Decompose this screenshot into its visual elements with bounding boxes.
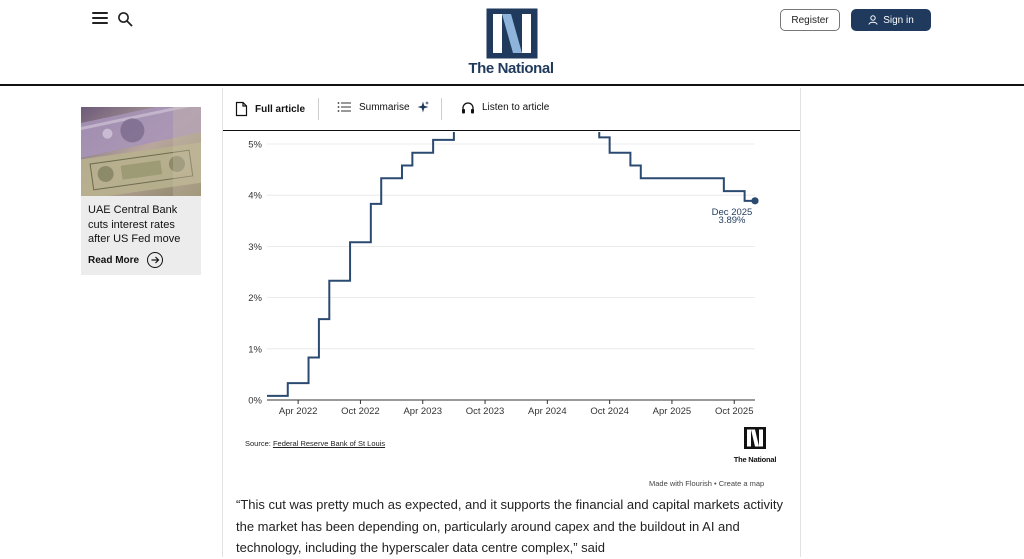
logo-mark-icon [458, 8, 564, 60]
site-logo[interactable] [458, 8, 564, 78]
tab-listen[interactable] [461, 101, 549, 114]
x-tick-label: Apr 2023 [403, 406, 443, 417]
y-tick-label: 2% [248, 293, 262, 305]
related-article-card[interactable] [81, 107, 201, 275]
read-more-label: Read More [88, 254, 140, 266]
flourish-credit[interactable]: Made with Flourish • Create a map [649, 479, 765, 488]
headphones-icon [461, 101, 475, 114]
chart-source [245, 439, 385, 448]
banknotes-image [81, 107, 201, 196]
x-tick-label: Apr 2024 [528, 406, 567, 417]
logo-text: The National [468, 60, 554, 77]
sign-in-label: Sign in [883, 14, 914, 26]
tab-separator [441, 98, 442, 120]
chart-logo [731, 427, 779, 464]
logo-mark-icon [731, 427, 779, 449]
column-divider-right [800, 88, 801, 557]
user-icon [868, 15, 878, 25]
x-tick-label: Oct 2025 [714, 406, 754, 417]
x-tick-label: Oct 2024 [590, 406, 629, 417]
document-icon [235, 101, 248, 117]
sparkle-icon [417, 101, 429, 113]
register-button[interactable]: Register [780, 9, 840, 31]
x-tick-label: Oct 2022 [341, 406, 380, 417]
annotation-date: Dec 2025 [711, 206, 753, 218]
fed-rate-step-line [267, 132, 755, 396]
x-tick-label: Apr 2025 [652, 406, 692, 417]
read-more-link[interactable] [88, 252, 163, 268]
x-tick-label: Apr 2022 [278, 406, 318, 417]
tab-listen-label: Listen to article [482, 102, 550, 113]
search-icon[interactable] [117, 11, 133, 27]
arrow-right-icon [147, 252, 163, 268]
article-tool-bar [223, 88, 800, 131]
interest-rate-chart[interactable] [223, 132, 800, 462]
chart-logo-text: The National [733, 455, 777, 464]
y-tick-label: 4% [248, 190, 262, 202]
tab-summarise[interactable] [337, 101, 429, 113]
list-icon [337, 101, 352, 113]
y-tick-label: 5% [248, 139, 262, 151]
chart-x-axis [279, 400, 754, 417]
article-paragraph: “This cut was pretty much as expected, and it supports the financial and capital markets activity the market has been depending on, particularly around capex and the buildout in AI and technology, including the hyperscaler data centre complex,” said [236, 497, 783, 555]
annotation-value: 3.89% [718, 214, 746, 226]
y-tick-label: 0% [248, 395, 262, 407]
y-tick-label: 1% [248, 344, 262, 356]
site-header [0, 0, 1024, 86]
related-article-title[interactable]: UAE Central Bank cuts interest rates after US Fed move [88, 204, 181, 245]
tab-full-article-label: Full article [255, 103, 306, 115]
source-link[interactable]: Federal Reserve Bank of St Louis [272, 439, 386, 448]
x-tick-label: Oct 2023 [465, 406, 505, 417]
tab-separator [318, 98, 319, 120]
latest-value-marker [751, 197, 758, 204]
tab-summarise-label: Summarise [359, 101, 410, 113]
y-tick-label: 3% [248, 241, 262, 253]
tab-full-article[interactable] [235, 101, 305, 117]
menu-icon[interactable] [92, 12, 108, 24]
source-prefix: Source: [245, 439, 273, 448]
sign-in-button[interactable] [851, 9, 931, 31]
chart-y-axis [248, 140, 262, 407]
chart-grid [267, 144, 755, 400]
